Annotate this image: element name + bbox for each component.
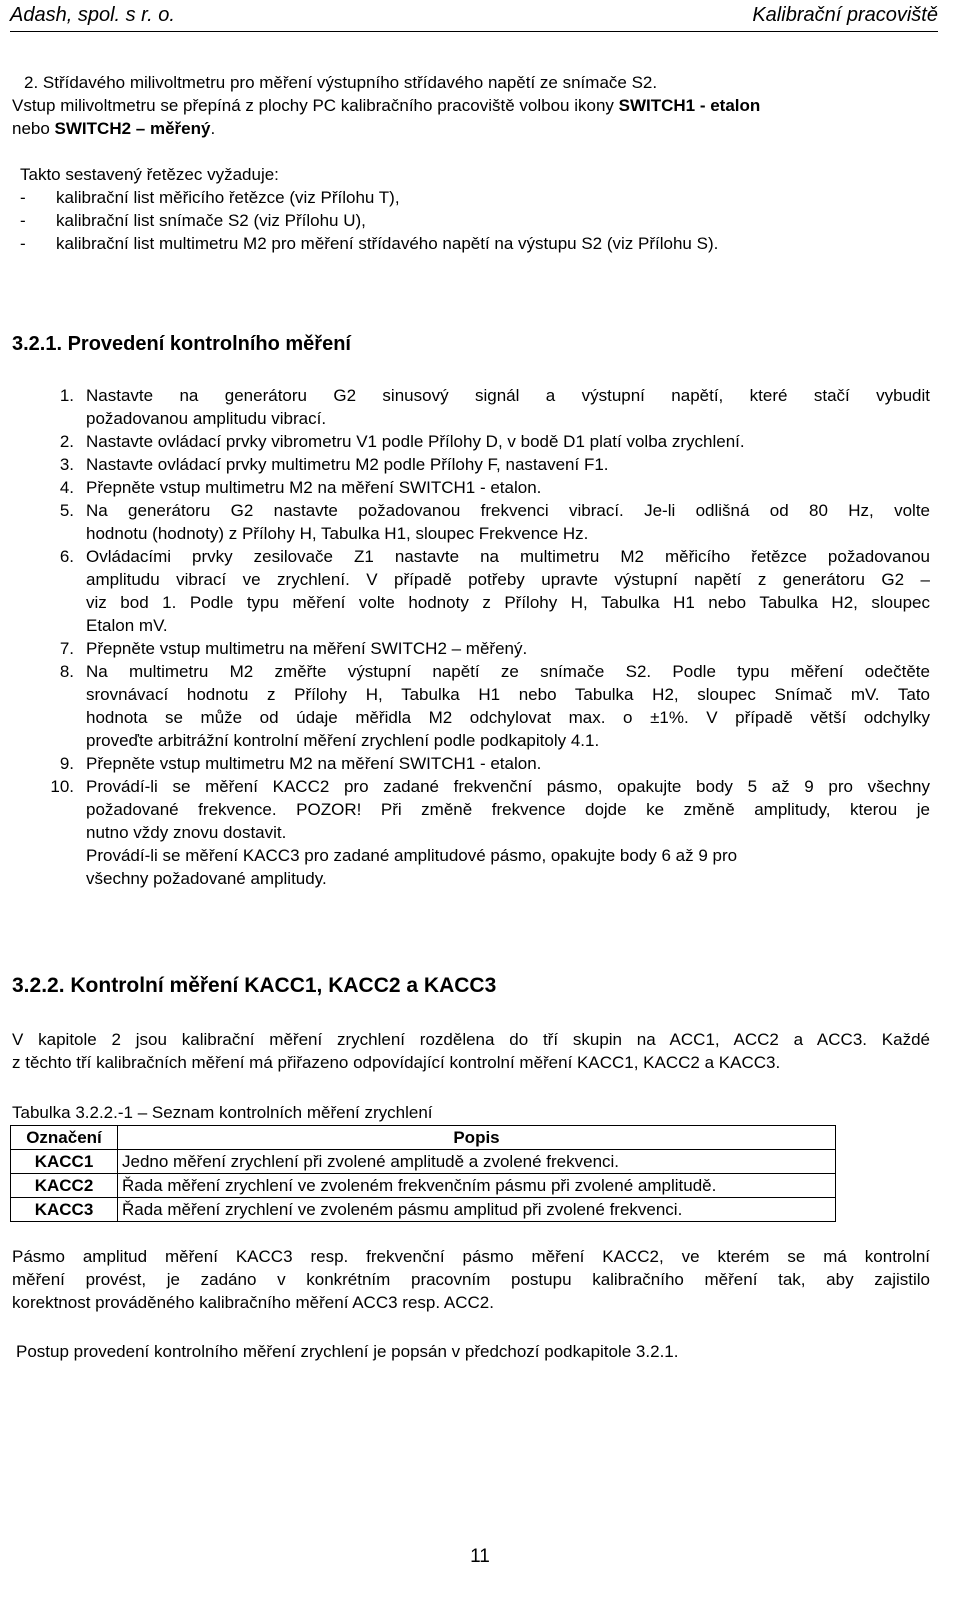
step-number: 7. <box>59 639 74 658</box>
step-text <box>86 660 930 752</box>
requirements-block <box>12 163 932 255</box>
table-header-cell: Označení <box>11 1126 118 1150</box>
step-item <box>12 384 930 430</box>
header-rule <box>10 31 938 32</box>
step-line: srovnávací hodnotu z Přílohy H, Tabulka H1 nebo Tabulka H2, sloupec Snímač mV. Tato <box>86 685 930 704</box>
table-cell-code: KACC3 <box>11 1198 118 1222</box>
step-line: požadovanou amplitudu vibrací. <box>86 409 327 428</box>
step-number: 8. <box>59 662 74 681</box>
intro-text: Vstup milivoltmetru se přepíná z plochy PC kalibračního pracoviště volbou ikony <box>12 96 619 115</box>
step-item <box>12 637 930 660</box>
table-header-row <box>11 1126 836 1150</box>
paragraph-procedure-ref: Postup provedení kontrolního měření zrychlení je popsán v předchozí podkapitole 3.2.1. <box>16 1342 679 1361</box>
step-item <box>12 499 930 545</box>
step-number: 1. <box>59 386 74 405</box>
step-line: viz bod 1. Podle typu měření volte hodnoty z Přílohy H, Tabulka H1 nebo Tabulka H2, sloupec <box>86 593 930 612</box>
intro-paragraph <box>12 71 932 140</box>
table-row <box>11 1174 836 1198</box>
step-line: hodnota se může od údaje měřidla M2 odchylovat max. o ±1%. V případě větší odchylky <box>86 708 930 727</box>
paragraph-kacc-intro <box>12 1028 930 1074</box>
step-item <box>12 752 930 775</box>
step-item <box>12 476 930 499</box>
step-text <box>86 775 930 844</box>
intro-text: . <box>210 119 216 138</box>
intro-text: nebo <box>12 119 55 138</box>
step-line: Přepněte vstup multimetru M2 na měření SWITCH1 - etalon. <box>86 754 542 773</box>
step-number: 10. <box>50 777 74 796</box>
intro-switch1: SWITCH1 - etalon <box>618 96 761 115</box>
header-company: Adash, spol. s r. o. <box>10 4 175 26</box>
step-number: 3. <box>59 455 74 474</box>
step-text <box>86 499 930 545</box>
step-number: 6. <box>59 547 74 566</box>
step-text <box>86 476 930 499</box>
step-line: Nastavte na generátoru G2 sinusový signál a výstupní napětí, které stačí vybudit <box>86 386 930 405</box>
step-text <box>86 545 930 637</box>
step-text <box>86 430 930 453</box>
step-line: amplitudu vibrací ve zrychlení. V případě potřeby upravte výstupní napětí z generátoru G2 – <box>86 570 930 589</box>
step-item <box>12 545 930 637</box>
paragraph-line: z těchto tří kalibračních měření má přiřazeno odpovídající kontrolní měření KACC1, KACC2 a KACC3. <box>12 1053 781 1072</box>
step-item <box>12 660 930 752</box>
paragraph-line: měření provést, je zadáno v konkrétním pracovním postupu kalibračního měření tak, aby zajistilo <box>12 1270 930 1289</box>
table-cell-description: Řada měření zrychlení ve zvoleném pásmu amplitud při zvolené frekvenci. <box>118 1198 836 1222</box>
paragraph-line: Pásmo amplitud měření KACC3 resp. frekvenční pásmo měření KACC2, ve kterém se má kontrolní <box>12 1247 930 1266</box>
requirement-item <box>12 232 932 255</box>
table-cell-code: KACC1 <box>11 1150 118 1174</box>
requirement-dash: - <box>20 211 26 230</box>
section-heading-3-2-1: 3.2.1. Provedení kontrolního měření <box>12 333 351 355</box>
requirement-dash: - <box>20 188 26 207</box>
table-cell-code: KACC2 <box>11 1174 118 1198</box>
requirement-text: kalibrační list snímače S2 (viz Přílohu U), <box>56 211 366 230</box>
table-cell-description: Jedno měření zrychlení při zvolené amplitudě a zvolené frekvenci. <box>118 1150 836 1174</box>
step-line: Etalon mV. <box>86 616 168 635</box>
step-text <box>86 384 930 430</box>
step-number: 4. <box>59 478 74 497</box>
step-line: hodnotu (hodnoty) z Přílohy H, Tabulka H1, sloupec Frekvence Hz. <box>86 524 589 543</box>
step-10-extra-line: všechny požadované amplitudy. <box>86 869 327 888</box>
intro-line-1: 2. Střídavého milivoltmetru pro měření výstupního střídavého napětí ze snímače S2. <box>24 73 658 92</box>
section-heading-3-2-2: 3.2.2. Kontrolní měření KACC1, KACC2 a KACC3 <box>12 974 497 997</box>
paragraph-amplitude-band <box>12 1245 930 1314</box>
intro-line-3 <box>12 117 932 140</box>
requirement-text: kalibrační list multimetru M2 pro měření střídavého napětí na výstupu S2 (viz Přílohu S). <box>56 234 719 253</box>
step-text <box>86 752 930 775</box>
table-caption: Tabulka 3.2.2.-1 – Seznam kontrolních měření zrychlení <box>12 1103 433 1122</box>
step-line: nutno vždy znovu dostavit. <box>86 823 287 842</box>
step-line: proveďte arbitrážní kontrolní měření zrychlení podle podkapitoly 4.1. <box>86 731 600 750</box>
step-number: 9. <box>59 754 74 773</box>
step-line: Přepněte vstup multimetru M2 na měření SWITCH1 - etalon. <box>86 478 542 497</box>
step-line: Na multimetru M2 změřte výstupní napětí ze snímače S2. Podle typu měření odečtěte <box>86 662 930 681</box>
requirement-text: kalibrační list měřicího řetězce (viz Přílohu T), <box>56 188 400 207</box>
step-item <box>12 430 930 453</box>
step-item <box>12 453 930 476</box>
steps-list <box>12 384 930 890</box>
step-number: 2. <box>59 432 74 451</box>
requirements-title: Takto sestavený řetězec vyžaduje: <box>20 165 279 184</box>
step-line: Ovládacími prvky zesilovače Z1 nastavte na multimetru M2 měřicího řetězce požadovanou <box>86 547 930 566</box>
page-header <box>10 4 938 30</box>
page-number: 11 <box>470 1546 490 1567</box>
paragraph-line: korektnost prováděného kalibračního měření ACC3 resp. ACC2. <box>12 1293 494 1312</box>
requirement-dash: - <box>20 234 26 253</box>
table-row <box>11 1150 836 1174</box>
step-line: Nastavte ovládací prvky multimetru M2 podle Přílohy F, nastavení F1. <box>86 455 609 474</box>
requirement-item <box>12 186 932 209</box>
step-line: Provádí-li se měření KACC2 pro zadané frekvenční pásmo, opakujte body 5 až 9 pro všechny <box>86 777 930 796</box>
intro-switch2: SWITCH2 – měřený <box>54 119 211 138</box>
step-line: požadované frekvence. POZOR! Při změně frekvence dojde ke změně amplitudy, kterou je <box>86 800 930 819</box>
step-10-extra-line: Provádí-li se měření KACC3 pro zadané amplitudové pásmo, opakujte body 6 až 9 pro <box>86 846 738 865</box>
header-title: Kalibrační pracoviště <box>752 4 938 26</box>
table-header-cell: Popis <box>118 1126 836 1150</box>
step-line: Přepněte vstup multimetru na měření SWITCH2 – měřený. <box>86 639 528 658</box>
step-text <box>86 637 930 660</box>
kacc-table <box>10 1125 836 1222</box>
table-cell-description: Řada měření zrychlení ve zvoleném frekvenčním pásmu při zvolené amplitudě. <box>118 1174 836 1198</box>
step-line: Nastavte ovládací prvky vibrometru V1 podle Přílohy D, v bodě D1 platí volba zrychlení. <box>86 432 745 451</box>
requirement-item <box>12 209 932 232</box>
step-line: Na generátoru G2 nastavte požadovanou frekvenci vibrací. Je-li odlišná od 80 Hz, volte <box>86 501 930 520</box>
step-text <box>86 453 930 476</box>
step-item <box>12 775 930 844</box>
intro-line-2 <box>12 94 932 117</box>
paragraph-line: V kapitole 2 jsou kalibrační měření zrychlení rozdělena do tří skupin na ACC1, ACC2 a ACC3. Každé <box>12 1030 930 1049</box>
table-row <box>11 1198 836 1222</box>
step-number: 5. <box>59 501 74 520</box>
